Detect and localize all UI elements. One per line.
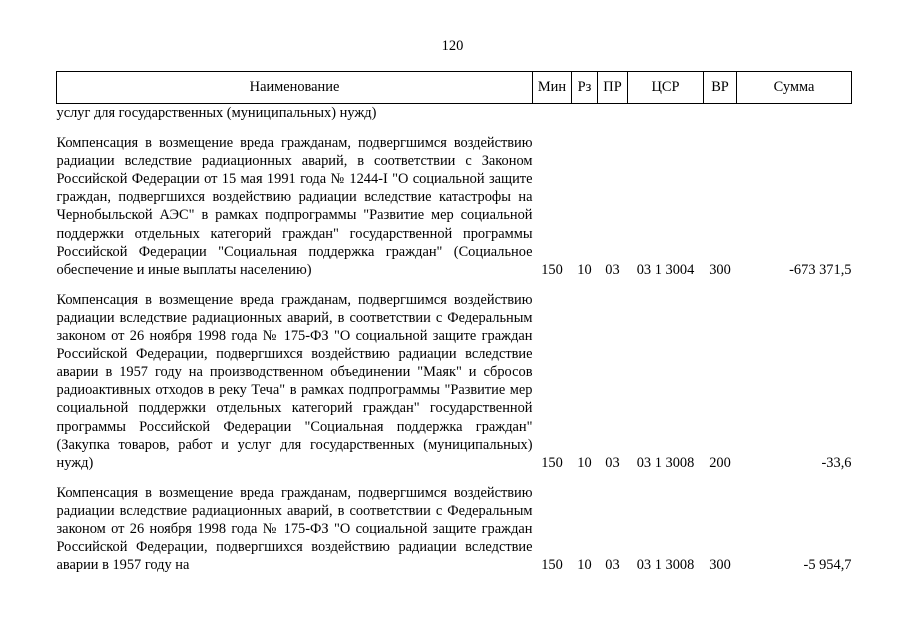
column-header-name: Наименование [57, 72, 533, 104]
column-header-min: Мин [533, 72, 572, 104]
column-header-sum: Сумма [737, 72, 852, 104]
column-header-pr: ПР [598, 72, 628, 104]
row-sum: -5 954,7 [803, 557, 852, 574]
row-pr: 03 [605, 261, 620, 278]
table-row [57, 134, 852, 279]
row-name: Компенсация в возмещение вреда гражданам, подвергшимся воздействию радиации вследствие радиационных аварий, в соответствии с Федеральным законом от 26 ноября 1998 года № 175-ФЗ "О социальной защите граждан Российской Федерации, подвергшихся воздействию радиации вследствие аварии в 1957 году на [56, 484, 533, 574]
row-csr: 03 1 3004 [636, 261, 695, 278]
row-pr: 03 [605, 454, 620, 471]
row-csr: 03 1 3008 [636, 454, 695, 471]
table-row [57, 291, 852, 472]
row-csr: 03 1 3008 [636, 557, 695, 574]
row-vr: 300 [709, 557, 731, 574]
row-rz: 10 [577, 261, 592, 278]
continuation-text: услуг для государственных (муниципальных) нужд) [56, 105, 377, 121]
row-min: 150 [541, 454, 563, 471]
row-name: Компенсация в возмещение вреда гражданам, подвергшимся воздействию радиации вследствие радиационных аварий, в соответствии с Федеральным законом от 26 ноября 1998 года № 175-ФЗ "О социальной защите граждан Российской Федерации, подвергшихся воздействию радиации вследствие аварии в 1957 году на производственном объединении "Маяк" и сбросов радиоактивных отходов в реку Теча" в рамках подпрограммы "Развитие мер социальной поддержки отдельных категорий граждан" государственной программы Российской Федерации "Социальная поддержка граждан" (Закупка товаров, работ и услуг для государственных (муниципальных) нужд) [56, 291, 533, 471]
table-header-row [57, 72, 852, 104]
table-row [57, 484, 852, 574]
row-rz: 10 [577, 557, 592, 574]
budget-table [56, 71, 852, 574]
row-rz: 10 [577, 454, 592, 471]
column-header-csr: ЦСР [628, 72, 704, 104]
column-header-vr: ВР [704, 72, 737, 104]
row-pr: 03 [605, 557, 620, 574]
row-sum: -33,6 [821, 454, 852, 471]
row-sum: -673 371,5 [789, 261, 852, 278]
page-number: 120 [441, 38, 464, 54]
row-vr: 200 [709, 454, 731, 471]
column-header-rz: Рз [572, 72, 598, 104]
row-vr: 300 [709, 261, 731, 278]
row-min: 150 [541, 557, 563, 574]
row-name: Компенсация в возмещение вреда гражданам, подвергшимся воздействию радиации вследствие радиационных аварий, в соответствии с Законом Российской Федерации от 15 мая 1991 года № 1244-I "О социальной защите граждан, подвергшихся воздействию радиации вследствие катастрофы на Чернобыльской АЭС" в рамках подпрограммы "Развитие мер социальной поддержки отдельных категорий граждан" государственной программы Российской Федерации "Социальная поддержка граждан" (Социальное обеспечение и иные выплаты населению) [56, 135, 533, 278]
table-row-continuation [57, 104, 852, 123]
row-min: 150 [541, 261, 563, 278]
